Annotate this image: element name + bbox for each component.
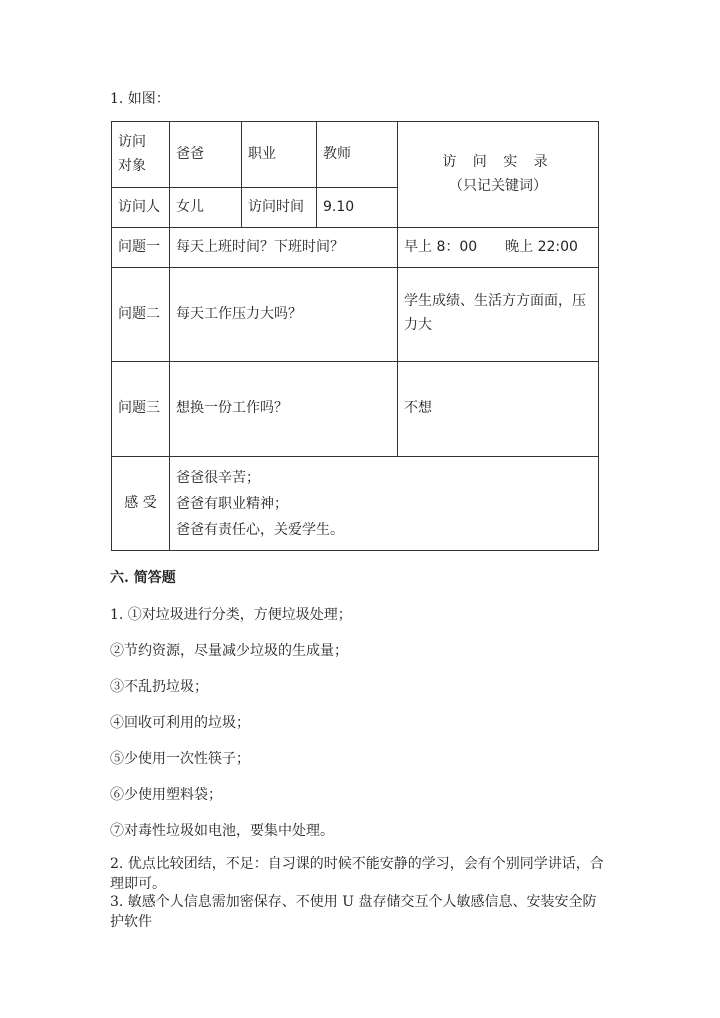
section-title: 六. 简答题 bbox=[110, 570, 176, 586]
answer-paragraph-2: 2. 优点比较团结，不足：自习课的时候不能安静的学习，会有个别同学讲话，合理即可。 bbox=[110, 856, 604, 892]
cell-interviewee: 爸爸 bbox=[170, 122, 242, 188]
record-subtitle: （只记关键词） bbox=[449, 177, 547, 194]
record-title: 访 问 实 录 bbox=[442, 153, 554, 170]
cell-q3-question: 想换一份工作吗？ bbox=[170, 362, 398, 457]
cell-time-label: 访问时间 bbox=[242, 188, 317, 228]
cell-interviewer: 女儿 bbox=[170, 188, 242, 228]
cell-q3-label: 问题三 bbox=[112, 362, 170, 457]
answer-item: ⑦对毒性垃圾如电池，要集中处理。 bbox=[110, 823, 334, 839]
cell-feel-content bbox=[170, 457, 599, 551]
interviewee-label-text: 访问 对象 bbox=[118, 133, 146, 174]
cell-q3-answer: 不想 bbox=[398, 362, 599, 457]
feel-line: 爸爸有职业精神； bbox=[176, 495, 288, 512]
cell-q1-question: 每天上班时间？下班时间？ bbox=[170, 228, 398, 268]
cell-q2-answer: 学生成绩、生活方方面面，压力大 bbox=[398, 268, 599, 362]
answer-paragraph-3: 3. 敏感个人信息需加密保存、不使用 U 盘存储交互个人敏感信息、安装安全防护软件 bbox=[110, 894, 597, 930]
cell-q2-label: 问题二 bbox=[112, 268, 170, 362]
cell-q1-label: 问题一 bbox=[112, 228, 170, 268]
cell-time: 9.10 bbox=[317, 188, 398, 228]
cell-job: 教师 bbox=[317, 122, 398, 188]
feel-line: 爸爸很辛苦； bbox=[176, 469, 260, 486]
interview-table bbox=[111, 121, 598, 550]
feel-line: 爸爸有责任心，关爱学生。 bbox=[176, 521, 344, 538]
cell-feel-label: 感 受 bbox=[112, 457, 170, 551]
answer-item: ④回收可利用的垃圾； bbox=[110, 715, 250, 731]
cell-interviewer-label: 访问人 bbox=[112, 188, 170, 228]
cell-q1-answer: 早上 8：00 晚上 22:00 bbox=[398, 228, 599, 268]
cell-job-label: 职业 bbox=[242, 122, 317, 188]
cell-record-header bbox=[398, 122, 599, 228]
answer-item: ③不乱扔垃圾； bbox=[110, 679, 208, 695]
cell-interviewee-label bbox=[112, 122, 170, 188]
answer-item: ⑤少使用一次性筷子； bbox=[110, 751, 250, 767]
cell-q2-question: 每天工作压力大吗？ bbox=[170, 268, 398, 362]
answer-item: ②节约资源，尽量减少垃圾的生成量； bbox=[110, 643, 348, 659]
answer-item: 1. ①对垃圾进行分类，方便垃圾处理； bbox=[110, 607, 352, 623]
answer-item: ⑥少使用塑料袋； bbox=[110, 787, 222, 803]
intro-label: 1. 如图： bbox=[110, 91, 170, 107]
